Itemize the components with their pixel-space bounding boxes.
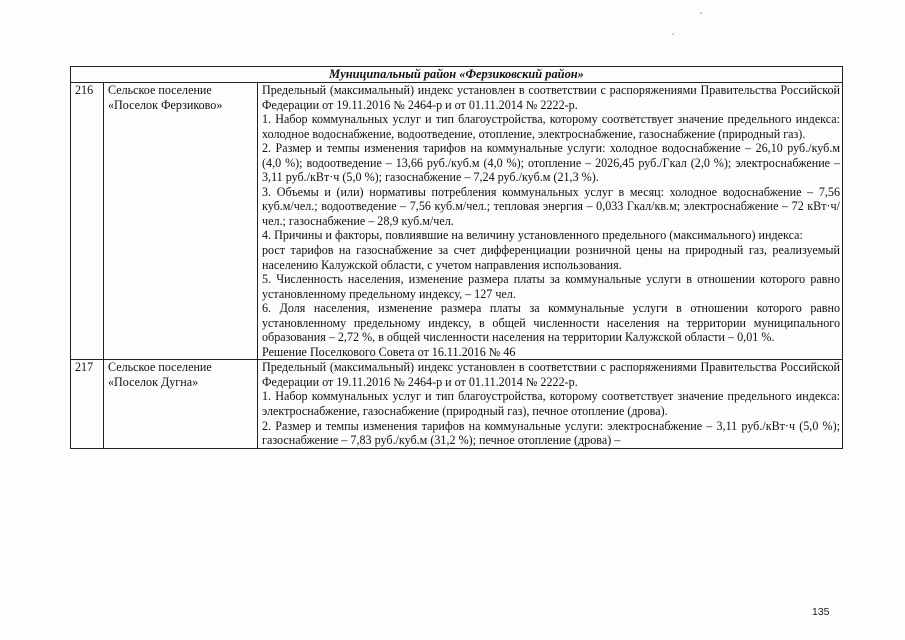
table-row bbox=[71, 83, 843, 360]
paragraph: Предельный (максимальный) индекс установлен в соответствии с распоряжениями Правительства Российской Федерации от 19.11.2016 № 2464-р и от 01.11.2014 № 2222-р. bbox=[262, 360, 841, 389]
settlement-name-line: «Поселок Ферзиково» bbox=[108, 97, 223, 112]
paragraph: 3. Объемы и (или) нормативы потребления коммунальных услуг в месяц: холодное водоснабжение – 7,56 куб.м/чел.; водоотведение – 7,56 куб.м/чел.; тепловая энергия – 0,033 Гкал/кв.м; электроснабжение – 72 кВт·ч/чел.; газоснабжение – 28,9 куб.м/чел. bbox=[262, 184, 841, 228]
scan-artifact bbox=[672, 33, 674, 35]
paragraph: 4. Причины и факторы, повлиявшие на величину установленного предельного (максимального) индекса: bbox=[262, 228, 803, 243]
settlement-name-line: «Поселок Дугна» bbox=[108, 374, 199, 389]
paragraph: 2. Размер и темпы изменения тарифов на коммунальные услуги: холодное водоснабжение – 26,10 руб./куб.м (4,0 %); водоотведение – 13,66 руб./куб.м (4,0 %); отопление – 2026,45 руб./Гкал (2,0 %); электроснабжение – 3,11 руб./кВт·ч (5,0 %); газоснабжение – 7,24 руб./куб.м (21,3 %). bbox=[262, 141, 841, 185]
district-header: Муниципальный район «Ферзиковский район» bbox=[71, 67, 843, 83]
settlement-name-line: Сельское поселение bbox=[108, 360, 212, 375]
paragraph: Решение Поселкового Совета от 16.11.2016 № 46 bbox=[262, 344, 516, 359]
paragraph: 1. Набор коммунальных услуг и тип благоустройства, которому соответствует значение предельного индекса: холодное водоснабжение, водоотведение, отопление, электроснабжение, газоснабжение (природный газ). bbox=[262, 112, 841, 141]
index-description bbox=[258, 360, 843, 448]
scan-artifact bbox=[700, 12, 702, 14]
paragraph: рост тарифов на газоснабжение за счет дифференциации розничной цены на природный газ, реализуемый населению Калужской области, с учетом направления использования. bbox=[262, 243, 841, 272]
district-header-row bbox=[71, 67, 843, 83]
index-description bbox=[258, 83, 843, 360]
paragraph: 5. Численность населения, изменение размера платы за коммунальные услуги в отношении которого равно установленному предельному индексу, – 127 чел. bbox=[262, 272, 841, 301]
row-number: 217 bbox=[71, 360, 104, 448]
settlement-name-line: Сельское поселение bbox=[108, 83, 212, 97]
table-row bbox=[71, 360, 843, 448]
paragraph: 2. Размер и темпы изменения тарифов на коммунальные услуги: электроснабжение – 3,11 руб./кВт·ч (5,0 %); газоснабжение – 7,83 руб./куб.м (31,2 %); печное отопление (дрова) – bbox=[262, 418, 841, 448]
page-number: 135 bbox=[812, 606, 830, 618]
settlement-name bbox=[104, 83, 258, 360]
tariff-index-table bbox=[70, 66, 843, 449]
settlement-name bbox=[104, 360, 258, 448]
paragraph: Предельный (максимальный) индекс установлен в соответствии с распоряжениями Правительства Российской Федерации от 19.11.2016 № 2464-р и от 01.11.2014 № 2222-р. bbox=[262, 83, 841, 112]
paragraph: 6. Доля населения, изменение размера платы за коммунальные услуги в отношении которого равно установленному предельному индексу, в общей численности населения на территории муниципального образования – 2,72 %, в общей численности населения на территории Калужской области – 0,01 %. bbox=[262, 301, 841, 345]
row-number: 216 bbox=[71, 83, 104, 360]
paragraph: 1. Набор коммунальных услуг и тип благоустройства, которому соответствует значение предельного индекса: электроснабжение, газоснабжение (природный газ), печное отопление (дрова). bbox=[262, 389, 841, 419]
